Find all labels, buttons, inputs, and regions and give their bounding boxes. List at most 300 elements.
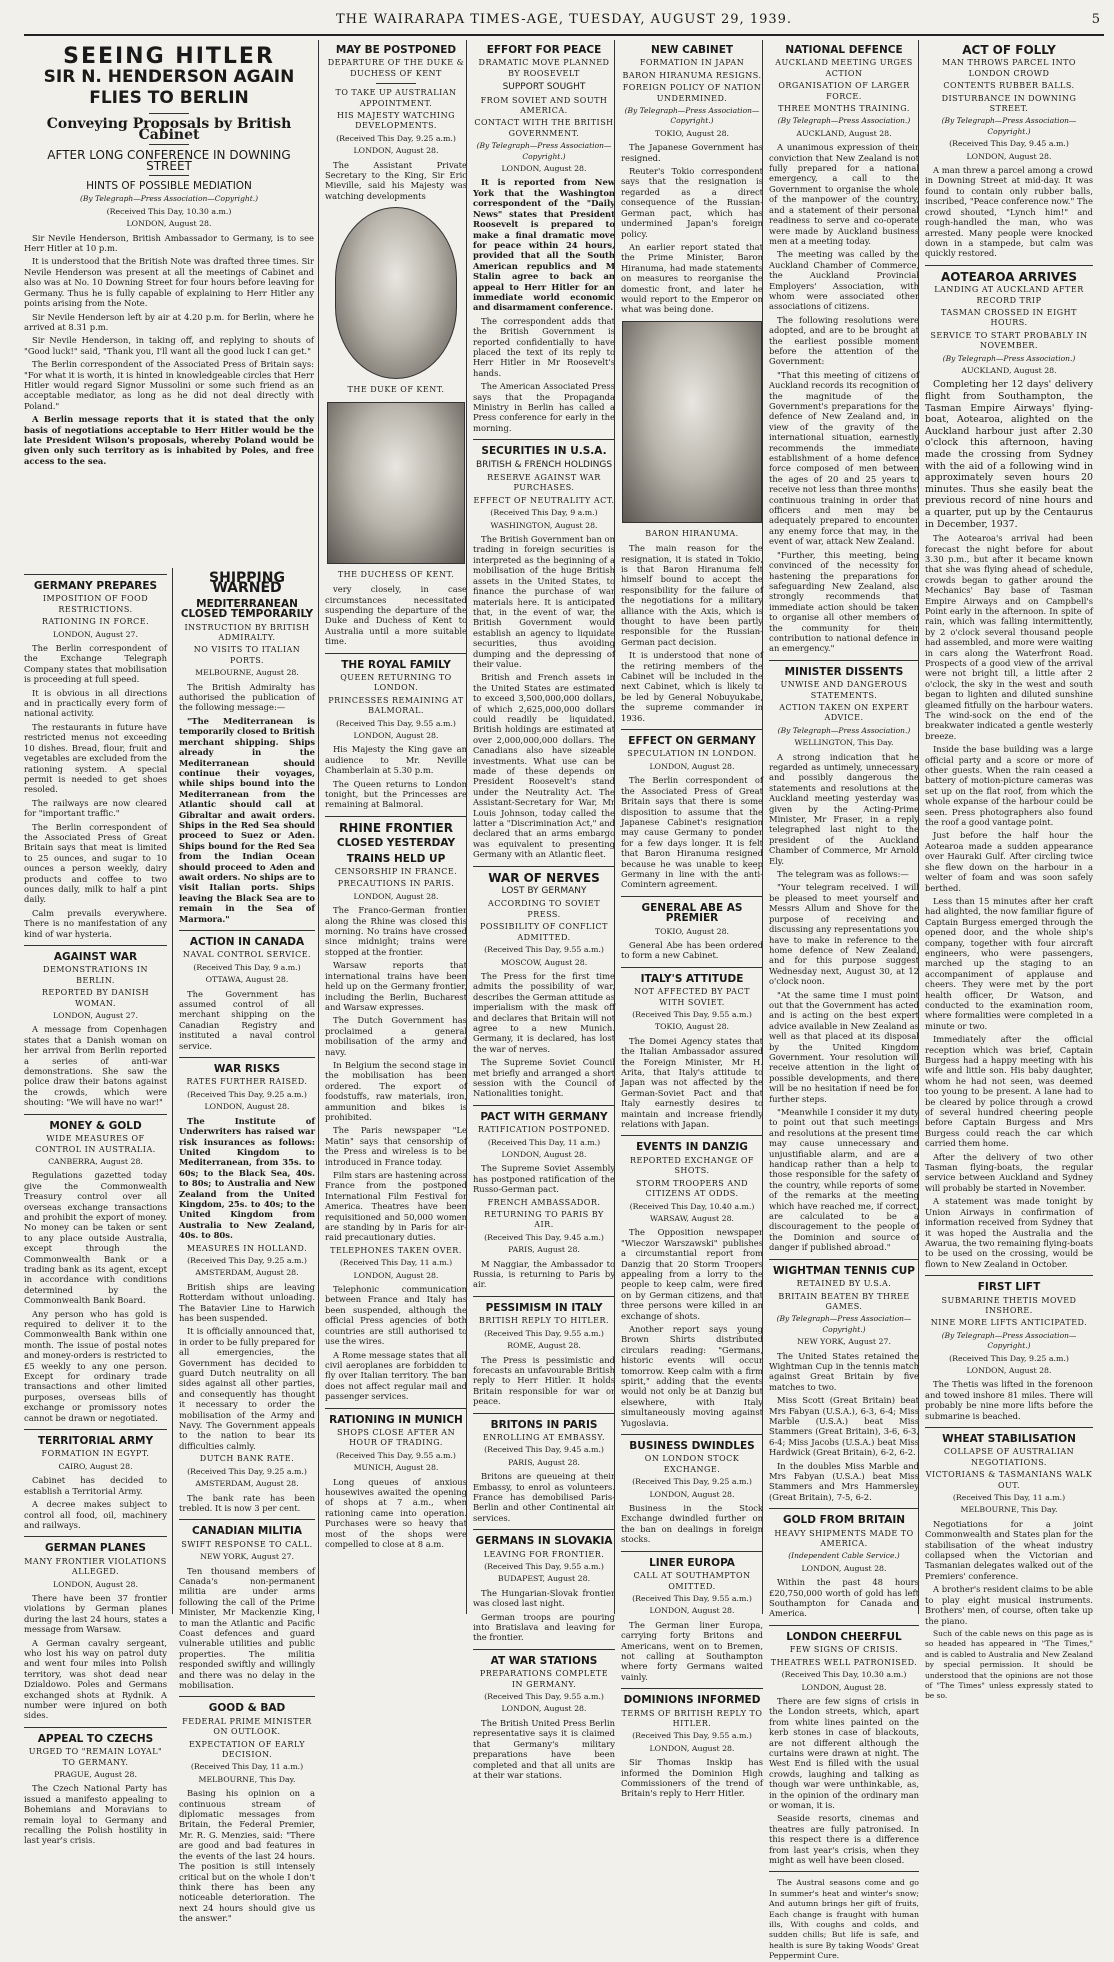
headline: SHIPPING WARNED — [209, 570, 285, 597]
dateline: LONDON, August 28. — [353, 146, 439, 156]
paragraph: A brother's resident claims to be able to play eight musical instruments. Brothers' men, of course, often take up the piano. — [925, 1584, 1093, 1626]
paragraph: The Paris newspaper "Le Matin" says that censorship of the Press and wireless is to be introduced in France today. — [325, 1125, 467, 1167]
headline: BRITONS IN PARIS — [490, 1418, 598, 1431]
dateline: PARIS, August 28. — [508, 1245, 580, 1255]
headline: APPEAL TO CZECHS — [37, 1732, 154, 1745]
received-line: (Received This Day, 9.25 a.m.) — [632, 1477, 752, 1487]
subhead: ON LONDON STOCK EXCHANGE. — [644, 1454, 740, 1474]
paragraph: The Berlin correspondent of the Associated Press of Britain says: "For what it is worth, it is hinted in knowledgeable circles that Herr Hitler would regard Signor Mussolini or some such friend as an acceptable mediator, as long as he did not deal directly with Poland." — [24, 359, 314, 411]
paragraph: After the delivery of two other Tasman flying-boats, the regular service between Auckland and Sydney will probably be started in November. — [925, 1151, 1093, 1193]
received-line: (Received This Day, 9.55 a.m.) — [632, 1593, 752, 1603]
paragraph: His Majesty the King gave an audience to Mr. Neville Chamberlain at 5.30 p.m. — [325, 744, 467, 776]
column-5 — [614, 40, 763, 1799]
subhead: CALL AT SOUTHAMPTON OMITTED. — [633, 1571, 751, 1591]
subhead: BRITISH & FRENCH HOLDINGS — [475, 459, 613, 470]
subhead: COLLAPSE OF AUSTRALIAN NEGOTIATIONS. — [943, 1447, 1075, 1467]
subhead: RATIONING IN FORCE. — [41, 617, 150, 627]
paragraph: General Abe has been ordered to form a new Cabinet. — [621, 939, 763, 961]
paragraph: There are few signs of crisis in the London streets, which, apart from white lines painted on the kerb stones in case of blackouts, are not different although the curtains were drawn at night. The West End is filled with the usual crowds, laughing and talking as though war were unthinkable, as, in the opinion of the ordinary man or woman, it is. — [769, 1695, 919, 1810]
received-line: (Received This Day, 9 a.m.) — [193, 962, 301, 972]
paragraph: "Further, this meeting, being convinced of the necessity for hastening the preparations for safeguarding New Zealand, also strongly recommends that immediate action should be taken to organise all other members of the community for their contribution to national defence in an emergency." — [769, 549, 919, 654]
paragraph: "Meanwhile I consider it my duty to point out that such meetings and resolutions at the present time may cause unnecessary and unjustifiable alarm, and are a handicap rather than a help to those responsible for the safety of the country, while reports of some of the remarks at the meeting which have reached me, if correct, are calculated to be a discouragement to the people of the Dominion and source of danger if published abroad." — [769, 1107, 919, 1253]
paragraph: The Thetis was lifted in the forenoon and towed inshore 81 miles. There will probably be nine more lifts before the submarine is beached. — [925, 1379, 1093, 1421]
paragraph: Telephonic communication between France and Italy has been suspended, although the official Press agencies of both countries are still authorised to use the wires. — [325, 1284, 467, 1347]
received-line: (Received This Day, 11 a.m.) — [339, 1258, 453, 1268]
paragraph: In the doubles Miss Marble and Mrs Fabyan (U.S.A.) beat Miss Stammers and Mrs Hammersley (Great Britain), 7-5, 6-2. — [769, 1460, 919, 1502]
paragraph: The British Admiralty has authorised the publication of the following message:— — [179, 681, 315, 713]
paragraph: Another report says young Brown Shirts distributed circulars reading: "Germans, historic events will occur tomorrow. Keep calm with a firm spirit," adding that the events would not only be at Danzig but elsewhere, with Italy simultaneously moving against Yugoslavia. — [621, 1323, 763, 1428]
headline: SIR N. HENDERSON AGAIN FLIES TO BERLIN — [43, 67, 295, 109]
headline: AFTER LONG CONFERENCE IN DOWNING STREET — [47, 148, 291, 173]
column-3 — [318, 40, 467, 1614]
subhead: ENROLLING AT EMBASSY. — [482, 1432, 606, 1442]
subhead: MAN THROWS PARCEL INTO LONDON CROWD — [942, 58, 1076, 78]
headline: WHEAT STABILISATION — [942, 1433, 1076, 1445]
dateline: NEW YORK, August 27. — [200, 1552, 294, 1562]
paragraph: The bank rate has been trebled. It is now 3 per cent. — [179, 1492, 315, 1513]
paragraph: Within the past 48 hours £20,750,000 worth of gold has left Southampton for Canada and America. — [769, 1577, 919, 1619]
headline: WIGHTMAN TENNIS CUP — [772, 1264, 916, 1277]
subhead: LANDING AT AUCKLAND AFTER RECORD TRIP — [934, 285, 1084, 305]
headline: GOLD FROM BRITAIN — [782, 1514, 906, 1527]
received-line: (Received This Day, 9.55 a.m.) — [484, 1692, 604, 1702]
paragraph: The telegram was as follows:— — [777, 869, 909, 880]
dateline: LONDON, August 28. — [53, 1579, 138, 1589]
received-line: (Received This Day, 10.30 a.m.) — [106, 206, 232, 216]
paragraph: Film stars are hastening across France from the postponed International Film Festival for America. Theatres have been requisitioned and 50,000 women are standing by in Paris for air-raid precautionary duties. — [325, 1170, 467, 1243]
subhead: LEAVING FOR FRONTIER. — [483, 1549, 605, 1559]
subhead: STORM TROOPERS AND CITIZENS AT ODDS. — [635, 1178, 749, 1199]
paragraph: Sir Nevile Henderson left by air at 4.20 p.m. for Berlin, where he arrived at 8.31 p.m. — [24, 311, 314, 332]
headline: GERMAN PLANES — [45, 1542, 146, 1555]
paragraph: British ships are leaving Rotterdam without unloading. The Batavier Line to Harwich has been suspended. — [179, 1281, 315, 1323]
paragraph: "The Mediterranean is temporarily closed to British merchant shipping. Ships already in the Mediterranean should continue their voyages, while ships bound into the Mediterranean from the Atlantic should call at Gibraltar and await orders. Ships in the Red Sea should proceed to Suez or Aden. Ships bound for the Red Sea from the Indian Ocean should proceed to Aden and await orders. No ships are to visit Italian ports. Ships leaving the Black Sea are to remain in the Sea of Marmora." — [179, 715, 315, 924]
received-line: (Received This Day, 9.55 a.m.) — [484, 1562, 604, 1571]
paragraph: The meeting was called by the Auckland Chamber of Commerce, the Auckland Provincial Employers' Association, with whom were associated other associations of citizens. — [769, 249, 919, 312]
received-line: (Received This Day, 11 a.m.) — [190, 1762, 304, 1772]
column-7 — [918, 40, 1093, 1701]
subhead: DISTURBANCE IN DOWNING STREET. — [941, 93, 1077, 114]
column-4 — [466, 40, 615, 1780]
byline: (By Telegraph—Press Association—Copyright.) — [941, 1330, 1077, 1351]
subhead: TASMAN CROSSED IN EIGHT HOURS. — [941, 307, 1077, 328]
subhead: URGED TO "REMAIN LOYAL" TO GERMANY. — [28, 1747, 163, 1767]
subhead: FRENCH AMBASSADOR. — [487, 1197, 601, 1207]
headline: THE ROYAL FAMILY — [341, 658, 451, 671]
subhead: SWIFT RESPONSE TO CALL. — [181, 1539, 313, 1549]
paragraph: Regulations gazetted today give the Commonwealth Treasury control over all overseas exchange transactions and prohibit the export of money. No money can be taken or sent to any place outside Australia, except through the Commonwealth Bank or a trading bank as its agent, except in accordance with conditions determined by the Commonwealth Bank Board. — [24, 1170, 167, 1306]
subhead: AUCKLAND MEETING URGES ACTION — [775, 58, 913, 78]
subhead: CENSORSHIP IN FRANCE. — [334, 867, 458, 877]
subhead: FORMATION IN EGYPT. — [41, 1449, 150, 1459]
dateline: LONDON, August 28. — [353, 730, 439, 740]
seeing-hitler-article — [24, 40, 314, 555]
received-line: (Received This Day, 9.55 a.m.) — [484, 1328, 604, 1338]
dateline: MELBOURNE, August 28. — [195, 668, 299, 678]
received-line: (Received This Day, 9.45 a.m.) — [949, 139, 1069, 149]
paragraph: It is understood that the British Note was drafted three times. Sir Nevile Henderson was present at all the meetings of Cabinet and also was at No. 10 Downing Street for four hours before leaving for Germany. Thus he is fully capable of explaining to Herr Hitler any points arising from the Note. — [24, 256, 314, 309]
paragraph: The Domei Agency states that the Italian Ambassador assured the Foreign Minister, Mr H. Arita, that Italy's attitude to Japan was not affected by the German-Soviet Pact and that Italy earnestly desires to maintain and increase friendly relations with Japan. — [621, 1035, 763, 1130]
headline: PACT WITH GERMANY — [480, 1110, 608, 1123]
paragraph: The Berlin correspondent of the Associated Press of Great Britain says that meat is limited to 25 ounces, and sugar to 10 ounces a person weekly, dairy products and coffee to two ounces daily, milk to half a pint daily. — [24, 821, 167, 905]
headline: BUSINESS DWINDLES — [629, 1440, 755, 1453]
hiranuma-portrait — [622, 321, 762, 523]
copyright-note: Such of the cable news on this page as is so headed has appeared in "The Times," and is cabled to Australia and New Zealand by special permission. It should be understood that the opinions are not those of "The Times" unless expressly stated to be so. — [925, 1628, 1093, 1701]
paragraph: Less than 15 minutes after her craft had alighted, the now familiar figure of Captain Burgess emerged through the opened door, and the whole ship's company, together with four aircraft engineers, who were passengers, marched up the staging to an accompaniment of applause and cheers. They were met by the port health officer, Dr Watson, and conducted to the examination room, where formalities were completed in a minute or two. — [925, 895, 1093, 1031]
headline: LINER EUROPA — [649, 1556, 735, 1569]
paragraph: The railways are now cleared for "important traffic." — [24, 797, 167, 819]
paragraph: Any person who has gold is required to deliver it to the Commonwealth Bank within one month. The issue of postal notes and money-orders is restricted to £5 weekly to any one person. Except for ordinary trade transactions and other limited purposes, overseas bills of exchange or promissory notes cannot be drawn or negotiated. — [24, 1308, 167, 1423]
paragraph: The Supreme Soviet Council met briefly and arranged a short session with the Council of Nationalities tonight. — [473, 1057, 615, 1099]
paragraph: The Czech National Party has issued a manifesto appealing to Bohemians and Moravians to remain loyal to Germany and recalling the Polish hostility in last year's crisis. — [24, 1783, 167, 1846]
paragraph: Reuter's Tokio correspondent says that the resignation is regarded as a direct consequence of the Russian-German pact, which has undermined Japan's foreign policy. — [621, 166, 763, 239]
paragraph: "At the same time I must point out that the Government has acted and is acting on the best expert advice available in New Zealand as well as that placed at its disposal by the United Kingdom Government. Your resolution will receive attention in the light of possible developments, and there will be no hesitation if need be for further steps. — [769, 989, 919, 1104]
paragraph: very closely, in case circumstances necessitated suspending the departure of the Duke and Duchess of Kent to Australia until a more suitable time. — [325, 584, 467, 647]
paragraph: A decree makes subject to control all food, oil, machinery and railways. — [24, 1499, 167, 1530]
received-line: (Received This Day, 9.55 a.m.) — [484, 945, 604, 955]
headline: GOOD & BAD — [208, 1702, 286, 1715]
headline: HINTS OF POSSIBLE MEDIATION — [86, 180, 252, 193]
subhead: ACCORDING TO SOVIET PRESS. — [487, 899, 601, 919]
paragraph: The German liner Europa, carrying forty Britons and Americans, went on to Bremen, not calling at Southampton where forty Germans waited vainly. — [621, 1619, 763, 1682]
dateline: CANBERRA, August 28. — [48, 1156, 143, 1166]
paragraph: Basing his opinion on a continuous stream of diplomatic messages from Britain, the Federal Premier, Mr. R. G. Menzies, said: "There are good and bad features in the events of the last 24 hours. The position is still intensely critical but on the whole I don't think there has been any noticeable deterioration. The next 24 hours should give us the answer." — [179, 1788, 315, 1924]
byline: (By Telegraph—Press Association—Copyright.) — [476, 141, 612, 161]
received-line: (Received This Day, 9.25 a.m.) — [187, 1089, 307, 1099]
subhead: DRAMATIC MOVE PLANNED BY ROOSEVELT — [478, 58, 610, 78]
paragraph: The American Associated Press says that the Propaganda Ministry in Berlin has called a Press conference for early in the morning. — [473, 381, 615, 433]
paragraph: Miss Scott (Great Britain) beat Mrs Fabyan (U.S.A.), 6-3, 6-4; Miss Marble (U.S.A.) beat Miss Stammers (Great Britain), 3-6, 6-3, 6-4; Miss Jacobs (U.S.A.) beat Miss Hardwick (Great Britain), 6-2, 6-2. — [769, 1395, 919, 1458]
headline: RHINE FRONTIER — [339, 820, 453, 835]
headline: ACT OF FOLLY — [962, 43, 1056, 57]
paragraph: It is officially announced that, in order to be fully prepared for all emergencies, the Government has decided to guard Dutch neutrality on all sides against all other parties, and consequently has thought it necessary to order the mobilisation of the Army and Navy. The Government appeals to the nation to bear its difficulties calmly. — [179, 1326, 315, 1451]
dateline: NEW YORK, August 27. — [797, 1337, 891, 1347]
headline: LONDON CHEERFUL — [786, 1630, 902, 1643]
subhead: TO TAKE UP AUSTRALIAN APPOINTMENT. — [335, 88, 457, 108]
byline: (By Telegraph—Press Association—Copyright.) — [941, 116, 1077, 136]
byline: (Independent Cable Service.) — [788, 1551, 900, 1561]
paragraph: The main reason for the resignation, it is stated in Tokio, is that Baron Hiranuma felt himself bound to accept the responsibility for the failure of the negotiations for a military alliance with the Axis, which is thought to have been partly responsible for the Russian-German pact decision. — [621, 543, 763, 647]
subhead: HIS MAJESTY WATCHING DEVELOPMENTS. — [337, 111, 455, 131]
dateline: PARIS, August 28. — [508, 1457, 580, 1467]
headline: EVENTS IN DANZIG — [636, 1141, 748, 1154]
subhead: POSSIBILITY OF CONFLICT ADMITTED. — [480, 922, 608, 942]
article-body — [24, 233, 314, 467]
received-line: (Received This Day, 10.30 a.m.) — [781, 1670, 907, 1680]
subhead: SPECULATION IN LONDON. — [627, 749, 757, 759]
received-line: (Received This Day, 9.45 a.m.) — [484, 1232, 604, 1242]
subhead: FOREIGN POLICY OF NATION UNDERMINED. — [622, 83, 762, 103]
headline: MEDITERRANEAN CLOSED TEMPORARILY — [180, 597, 314, 621]
dateline: AMSTERDAM, August 28. — [195, 1268, 299, 1278]
paragraph: Business in the Stock Exchange dwindled further on the ban on dealings in foreign stocks. — [621, 1503, 763, 1545]
received-line: (Received This Day, 9.55 a.m.) — [632, 1010, 752, 1019]
photo-caption: THE DUKE OF KENT. — [347, 385, 445, 395]
subhead: SUBMARINE THETIS MOVED INSHORE. — [941, 1295, 1077, 1315]
subhead: EXPECTATION OF EARLY DECISION. — [188, 1739, 306, 1760]
received-line: (Received This Day, 10.40 a.m.) — [629, 1201, 755, 1211]
dateline: MOSCOW, August 28. — [500, 957, 588, 967]
subhead: WIDE MEASURES OF CONTROL IN AUSTRALIA. — [35, 1134, 156, 1154]
subhead: DUTCH BANK RATE. — [199, 1454, 295, 1464]
headline: WAR RISKS — [213, 1063, 281, 1076]
dateline: MELBOURNE, This Day. — [198, 1774, 296, 1784]
paragraph: The Queen returns to London tonight, but the Princesses are remaining at Balmoral. — [325, 778, 467, 810]
subhead: BARON HIRANUMA RESIGNS. — [622, 70, 762, 80]
paragraph: The Institute of Underwriters has raised war risk insurances as follows: United Kingdom to Mediterranean, from 35s. to 60s; to the Black Sea, 40s. to 80s; to Australia and New Zealand from the United Kingdom, 25s. to 40s; to the United Kingdom from Australia to New Zealand, 40s. to 80s. — [179, 1115, 315, 1241]
received-line: (Received This Day, 9.25 a.m.) — [336, 133, 456, 143]
dateline: TOKIO, August 28. — [654, 128, 730, 138]
headline: ITALY'S ATTITUDE — [640, 972, 744, 985]
paragraph: Cabinet has decided to establish a Territorial Army. — [24, 1475, 167, 1496]
subhead: REPORTED BY DANISH WOMAN. — [41, 988, 150, 1008]
subhead: REPORTED EXCHANGE OF SHOTS. — [630, 1155, 754, 1176]
paragraph: It is reported from New York that the Washington correspondent of the "Daily News" states that President Roosevelt is prepared to make a final dramatic move for peace within 24 hours, provided that all the South American republics and M Stalin agree to back an appeal to Herr Hitler for an immediate world economic and disarmament conference. — [473, 177, 615, 313]
headline: AT WAR STATIONS — [490, 1654, 598, 1667]
received-line: (Received This Day, 9.55 a.m.) — [336, 718, 456, 728]
paragraph: The restaurants in future have restricted menus not exceeding 10 dishes. Bread, flour, fruit and vegetables are excluded from the rationing system. A special permit is needed to get shoes resoled. — [24, 721, 167, 795]
paragraph: The Hungarian-Slovak frontier was closed last night. — [473, 1587, 615, 1609]
dateline: LONDON, August 28. — [649, 1606, 735, 1616]
headline: AGAINST WAR — [53, 951, 138, 963]
subhead: LOST BY GERMANY — [501, 886, 587, 897]
received-line: (Received This Day, 9.25 a.m.) — [187, 1466, 307, 1476]
subhead: TELEPHONES TAKEN OVER. — [330, 1245, 462, 1255]
photo-caption: BARON HIRANUMA. — [645, 528, 739, 538]
paragraph: Warsaw reports that international trains have been held up on the Germany frontier, including the Berlin, Bucharest and Warsaw expresses. — [325, 960, 467, 1012]
headline: NATIONAL DEFENCE — [785, 44, 903, 56]
photo-caption: THE DUCHESS OF KENT. — [337, 569, 455, 579]
subhead: CONTACT WITH THE BRITISH GOVERNMENT. — [474, 118, 614, 138]
headline: DOMINIONS INFORMED — [623, 1694, 761, 1707]
dateline: LONDON, August 28. — [501, 164, 587, 174]
subhead: SERVICE TO START PROBABLY IN NOVEMBER. — [930, 330, 1088, 351]
received-line: (Received This Day, 9.45 a.m.) — [484, 1445, 604, 1455]
paragraph: A statement was made tonight by Union Airways in confirmation of information received from Sydney that it was hoped the Australia and the Awarua, the two remaining flying-boats to be used on the crossing, would be flown to New Zealand in October. — [925, 1196, 1093, 1269]
paragraph: Sir Thomas Inskip has informed the Dominion High Commissioners of the trend of Britain's reply to Herr Hitler. — [621, 1757, 763, 1799]
headline: SECURITIES IN U.S.A. — [481, 445, 607, 458]
headline: EFFORT FOR PEACE — [486, 44, 602, 56]
dateline: CAIRO, August 28. — [58, 1461, 133, 1471]
received-line: (Received This Day, 11 a.m.) — [952, 1493, 1066, 1503]
subhead: RETURNING TO PARIS BY AIR. — [484, 1210, 604, 1230]
paragraph: The Press is pessimistic and forecasts an unfavourable British reply to Herr Hitler. It holds Britain responsible for war or peace. — [473, 1354, 615, 1407]
subhead: FEW SIGNS OF CRISIS. — [789, 1645, 899, 1655]
paragraph: A man threw a parcel among a crowd in Downing Street at mid-day. It was found to contain only rubber balls, inscribed, "Peace conference now." The crowd shouted, "Lynch him!" and rough-handled the man, who was arrested. Many people were knocked down in a stampede, but calm was quickly restored. — [925, 165, 1093, 259]
paragraph: It is understood that none of the retiring members of the Cabinet will be included in the next Cabinet, which is likely to be led by General Nobuyukabe, the supreme commander in 1936. — [621, 650, 763, 723]
dateline: LONDON, August 27. — [53, 629, 138, 639]
subhead: CONTENTS RUBBER BALLS. — [943, 81, 1075, 91]
subhead: FEDERAL PRIME MINISTER ON OUTLOOK. — [182, 1716, 312, 1737]
paragraph: "That this meeting of citizens of Auckland records its recognition of the magnitude of the Government's preparations for the defence of New Zealand and, in view of the gravity of the international situation, earnestly recommends the immediate establishment of a home defence force composed of men between the ages of 20 and 25 years to receive not less than three months' continuous training in order that officers and men may be adequately prepared to encounter any enemy force that may, in the event of war, attack New Zealand. — [769, 369, 919, 547]
subhead: MANY FRONTIER VIOLATIONS ALLEGED. — [24, 1556, 167, 1577]
subhead: DEPARTURE OF THE DUKE & DUCHESS OF KENT — [327, 58, 465, 78]
dateline: TOKIO, August 28. — [654, 926, 730, 936]
paragraph: It is obvious in all directions and in practically every form of national activity. — [24, 687, 167, 719]
paragraph: A unanimous expression of their conviction that New Zealand is not fully prepared for a national emergency, a call to the Government to organise the whole of the manpower of the country, and a statement of their personal readiness to serve and co-operate were made by Auckland business men at a meeting today. — [769, 142, 919, 246]
subhead: RATES FURTHER RAISED. — [186, 1077, 308, 1087]
column-1-lower — [24, 568, 167, 1846]
column-2-lower — [172, 568, 315, 1924]
dateline: WASHINGTON, August 28. — [490, 520, 598, 530]
subhead: NINE MORE LIFTS ANTICIPATED. — [930, 1318, 1088, 1328]
column-6 — [762, 40, 919, 1961]
received-line: (Received This Day, 9.25 a.m.) — [949, 1353, 1069, 1363]
dateline: LONDON, August 28. — [801, 1563, 887, 1573]
headline: AOTEAROA ARRIVES — [940, 269, 1078, 284]
paragraph: The Berlin correspondent of the Exchange Telegraph Company states that mobilisation is proceeding at full speed. — [24, 643, 167, 685]
received-line: (Received This Day, 9 a.m.) — [490, 508, 598, 518]
paragraph: The United States retained the Wightman Cup in the tennis match against Great Britain by five matches to two. — [769, 1350, 919, 1392]
dateline: LONDON, August 28. — [966, 151, 1052, 161]
subhead: VICTORIANS & TASMANIANS WALK OUT. — [925, 1470, 1093, 1490]
byline: (By Telegraph—Press Association.) — [942, 353, 1076, 363]
paragraph: Inside the base building was a large official party and a score or more of other guests. When the rain ceased a battery of motion-picture cameras was set up on the flat roof, from which the whole expanse of the harbour could be seen. Press photographers also found the roof a good vantage point. — [925, 744, 1093, 828]
duke-portrait — [335, 207, 457, 379]
paragraph: An earlier report stated that the Prime Minister, Baron Hiranuma, had made statements on measures to reorganise the domestic front, and later he would report to the Emperor on what was being done. — [621, 241, 763, 315]
received-line: (Received This Day, 11 a.m.) — [487, 1137, 601, 1147]
received-line: (Received This Day, 9.55 a.m.) — [632, 1731, 752, 1741]
advertisement-verse: The Austral seasons come and go In summer's heat and winter's snow; And autumn brings her gift of fruits, Each change is fraught with human ills, With coughs and colds, and sudden chills; But life is safe, and health is sure By taking Woods' Great Peppermint Cure. — [769, 1878, 919, 1961]
paragraph: Seaside resorts, cinemas and theatres are fully patronised. In this respect there is a difference from last year's crisis, when they might as well have been closed. — [769, 1813, 919, 1865]
subhead: RATIFICATION POSTPONED. — [477, 1125, 611, 1135]
dateline: OTTAWA, August 28. — [205, 975, 289, 985]
masthead — [24, 8, 1104, 36]
headline: MONEY & GOLD — [49, 1119, 142, 1132]
received-line: (Received This Day, 9.55 a.m.) — [336, 1450, 456, 1460]
dateline: TOKIO, August 28. — [654, 1022, 730, 1032]
paragraph: Ten thousand members of Canada's non-permanent militia are under arms following the call of the Prime Minister, Mr Mackenzie King, to man the Atlantic and Pacific Coast defences and guard vulnerable utilities and public properties. The militia responded swiftly and willingly and there was no delay in the mobilisation. — [179, 1565, 315, 1690]
dateline: AMSTERDAM, August 28. — [195, 1479, 299, 1489]
subhead: UNWISE AND DANGEROUS STATEMENTS. — [780, 680, 908, 700]
paragraph: The following resolutions were adopted, and are to be brought at the earliest possible moment before the attention of the Government: — [769, 314, 919, 367]
byline: (By Telegraph—Press Association—Copyright.) — [79, 194, 259, 204]
subhead: NAVAL CONTROL SERVICE. — [182, 950, 312, 960]
subhead: ORGANISATION OF LARGER FORCE. — [778, 81, 910, 101]
headline: GERMANS IN SLOVAKIA — [475, 1535, 613, 1548]
headline: WAR OF NERVES — [488, 870, 600, 885]
paragraph: "Your telegram received. I will be pleased to meet yourself and Messrs Allum and Shove for the purpose of receiving and discussing any representations you have to make in reference to the home defence of New Zealand, and for this purpose suggest Wednesday next, August 30, at 12 o'clock noon. — [769, 882, 919, 987]
paragraph: The Dutch Government has proclaimed a general mobilisation of the army and navy. — [325, 1015, 467, 1057]
dateline: MELBOURNE, This Day. — [960, 1505, 1058, 1515]
dateline: LONDON, August 27. — [53, 1011, 138, 1021]
subhead: NO VISITS TO ITALIAN PORTS. — [193, 645, 301, 665]
headline: ACTION IN CANADA — [189, 936, 305, 948]
subhead: SUPPORT SOUGHT — [502, 82, 586, 93]
subhead: NOT AFFECTED BY PACT WITH SOVIET. — [634, 987, 750, 1007]
subhead: HEAVY SHIPMENTS MADE TO AMERICA. — [774, 1528, 914, 1549]
subhead: FROM SOVIET AND SOUTH AMERICA. — [480, 95, 608, 116]
received-line: (Received This Day, 9.25 a.m.) — [187, 1255, 307, 1265]
paragraph: The Franco-German frontier along the Rhine was closed this morning. No trains have crossed since midnight; trains were stopped at the frontier. — [325, 905, 467, 957]
dateline: LONDON, August 28. — [501, 1704, 587, 1714]
subhead: SHOPS CLOSE AFTER AN HOUR OF TRADING. — [336, 1427, 456, 1448]
dateline: LONDON, August 28. — [353, 891, 439, 901]
paragraph: A Berlin message reports that it is stated that the only basis of negotiations acceptable to Herr Hitler would be the late President Wilson's proposals, whereby Poland would be given only such territory as is inhabited by Poles, and free access to the sea. — [24, 414, 314, 466]
paragraph: A German cavalry sergeant, who lost his way on patrol duty and went four miles into Polish territory, was shot dead near Dzialdowo. Poles and Germans exchanged shots at Rydnik. A number were injured on both sides. — [24, 1637, 167, 1721]
subhead: BRITAIN BEATEN BY THREE GAMES. — [778, 1291, 910, 1311]
paragraph: Sir Nevile Henderson, British Ambassador to Germany, is to see Herr Hitler at 10 p.m. — [24, 232, 314, 254]
paragraph: There have been 37 frontier violations by German planes during the last 24 hours, states a message from Warsaw. — [24, 1592, 167, 1635]
dateline: LONDON, August 28. — [204, 1102, 290, 1112]
subhead: RETAINED BY U.S.A. — [796, 1279, 892, 1289]
subhead: PREPARATIONS COMPLETE IN GERMANY. — [479, 1669, 609, 1689]
headline: FIRST LIFT — [977, 1281, 1041, 1294]
paragraph: The British United Press Berlin representative says it is claimed that Germany's military preparations have been completed and that all units are at their war stations. — [473, 1717, 615, 1780]
subhead: IMPOSITION OF FOOD RESTRICTIONS. — [42, 594, 149, 614]
headline: TERRITORIAL ARMY — [37, 1435, 154, 1448]
subhead: TERMS OF BRITISH REPLY TO HITLER. — [621, 1708, 763, 1728]
headline: GERMANY PREPARES — [33, 580, 158, 592]
byline: (By Telegraph—Press Association.) — [777, 116, 911, 126]
paragraph: A strong indication that he regarded as untimely, unnecessary and possibly dangerous the statements and resolutions at the Auckland meeting yesterday was given by the Acting-Prime Minister, Mr Fraser, in a reply telegraphed last night to the president of the Auckland Chamber of Commerce, Mr Arnold Ely. — [769, 751, 919, 866]
headline: Conveying Proposals by British Cabinet — [46, 116, 292, 143]
subhead: RESERVE AGAINST WAR PURCHASES. — [487, 473, 601, 493]
paragraph: The Government has assumed control of all merchant shipping on the Canadian Registry and instituted a naval control service. — [179, 988, 315, 1051]
paragraph: German troops are pouring into Bratislava and leaving for the frontier. — [473, 1611, 615, 1643]
subhead: MEASURES IN HOLLAND. — [186, 1243, 308, 1253]
paragraph: Calm prevails everywhere. There is no manifestation of any kind of war hysteria. — [24, 907, 167, 939]
dateline: LONDON, August 28. — [966, 1365, 1052, 1375]
paragraph: Completing her 12 days' delivery flight from Southampton, the Tasman Empire Airways' flying-boat, Aotearoa, alighted on the Auckland harbour just after 2.30 o'clock this afternoon, having made the crossing from Sydney with the aid of a following wind in approximately seven hours 20 minutes. Thus she easily beat the previous record of nine hours and a quarter, put up by the Centaurus in December, 1937. — [925, 379, 1093, 530]
byline: (By Telegraph—Press Association—Copyright.) — [776, 1314, 912, 1334]
dateline: AUCKLAND, August 28. — [961, 365, 1057, 375]
subhead: PRINCESSES REMAINING AT BALMORAL. — [328, 695, 464, 716]
paragraph: A message from Copenhagen states that a Danish woman on her arrival from Berlin reported a series of anti-war demonstrations. She saw the police draw their batons against the crowds, which were shouting: "We will have no war!" — [24, 1024, 167, 1108]
headline: SEEING HITLER — [63, 44, 275, 69]
subhead: THEATRES WELL PATRONISED. — [770, 1657, 918, 1667]
duchess-portrait — [327, 402, 465, 564]
paragraph: The Opposition newspaper "Wieczor Warszawski" publishes a circumstantial report from Danzig that 20 Storm Troopers appealing from a lorry to the people to keep calm, were fired on by German citizens, and that three persons were killed in an exchange of shots. — [621, 1227, 763, 1321]
headline: MINISTER DISSENTS — [784, 665, 904, 678]
paragraph: Just before the half hour the Aotearoa made a sudden appearance over Hauraki Gulf. After circling twice she flew down on the harbour in a welter of foam and was soon safely berthed. — [925, 830, 1093, 893]
paragraph: The British Government ban on trading in foreign securities is interpreted as the beginning of a mobilisation of the huge British assets in the United States, to finance the purchase of war materials here. It is anticipated that, in the event of war, the British Government would establish an agency to liquidate securities, thus avoiding dumping and the depressing of their value. — [473, 534, 615, 669]
dateline: BUDAPEST, August 28. — [497, 1574, 591, 1584]
headline: MAY BE POSTPONED — [335, 44, 457, 56]
subhead: THREE MONTHS TRAINING. — [778, 104, 910, 114]
paragraph: Long queues of anxious housewives awaited the opening of shops at 7 a.m., when rationing came into operation. Purchases were so heavy that most of the shops were compelled to close at 8 a.m. — [325, 1476, 467, 1549]
dateline: LONDON, August 28. — [126, 219, 212, 229]
page-number: 5 — [1091, 12, 1100, 27]
paragraph: Britons are queueing at their Embassy, to enrol as volunteers. France has demobilised Paris-Berlin and other Continental air services. — [473, 1471, 615, 1523]
dateline: LONDON, August 28. — [649, 1489, 735, 1499]
subhead: FORMATION IN JAPAN — [639, 58, 745, 68]
headline: TRAINS HELD UP — [346, 852, 446, 865]
paragraph: In Belgium the second stage in the mobilisation has been ordered. The export of foodstuffs, raw materials, iron, ammunition and bikes is prohibited. — [325, 1059, 467, 1122]
paragraph: The correspondent adds that the British Government is reported confidentially to have placed the text of its reply to Herr Hitler in Mr Roosevelt's hands. — [473, 315, 615, 378]
headline: NEW CABINET — [650, 44, 734, 56]
headline: PESSIMISM IN ITALY — [485, 1301, 603, 1314]
headline: CLOSED YESTERDAY — [336, 837, 456, 850]
dateline: PRAGUE, August 28. — [54, 1770, 137, 1780]
dateline: LONDON, August 28. — [649, 1743, 735, 1753]
paragraph: A Rome message states that all civil aeroplanes are forbidden to fly over Italian territory. The ban does not affect regular mail and passenger services. — [325, 1349, 467, 1402]
subhead: ACTION TAKEN ON EXPERT ADVICE. — [779, 702, 909, 723]
dateline: WELLINGTON, This Day. — [794, 738, 894, 748]
dateline: LONDON, August 28. — [501, 1150, 587, 1159]
paragraph: Sir Nevile Henderson, in taking off, and replying to shouts of "Good luck!" said, "Thank you, I'll want all the good luck I can get." — [24, 335, 314, 356]
subhead: PRECAUTIONS IN PARIS. — [337, 879, 455, 889]
dateline: LONDON, August 28. — [353, 1270, 439, 1280]
headline: RATIONING IN MUNICH — [329, 1413, 463, 1426]
paragraph: Immediately after the official reception which was brief, Captain Burgess had a happy meeting with his wife and little son. His baby daughter, whom he had not seen, was deemed too young to be present. A lane had to be cleared by police through a crowd of several hundred cheering people before Captain Burgess and Mrs Burgess could reach the car which carried them home. — [925, 1034, 1093, 1149]
dateline: ROME, August 28. — [507, 1341, 581, 1351]
byline: (By Telegraph—Press Association—Copyright.) — [624, 106, 760, 126]
subhead: EFFECT OF NEUTRALITY ACT. — [473, 495, 615, 505]
paragraph: Negotiations for a joint Commonwealth and States plan for the stabilisation of the wheat industry collapsed when the Victorian and Tasmanian delegates walked out of the Premiers' conference. — [925, 1518, 1093, 1581]
paragraph: The Supreme Soviet Assembly has postponed ratification of the Russo-German pact. — [473, 1163, 615, 1195]
subhead: INSTRUCTION BY BRITISH ADMIRALTY. — [184, 622, 310, 643]
